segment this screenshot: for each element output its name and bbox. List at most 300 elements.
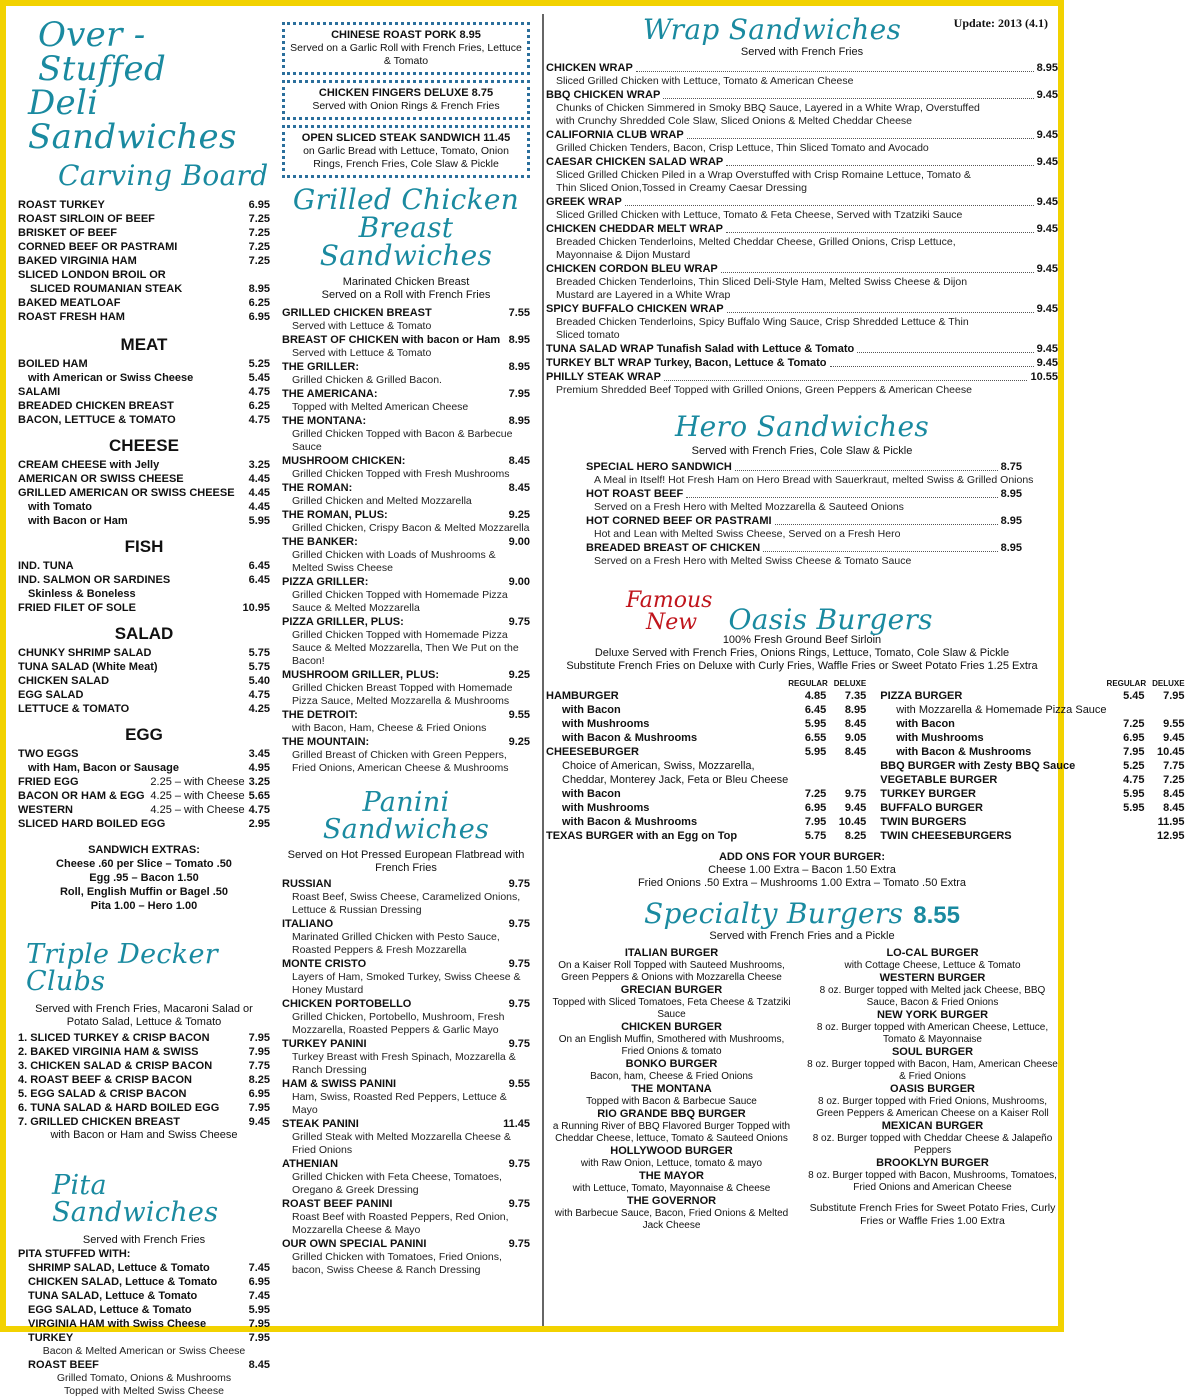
item-name: SLICED ROUMANIAN STEAK <box>30 283 183 295</box>
item-desc: Topped with Melted American Cheese <box>292 401 469 413</box>
item-price: 8.75 <box>1000 461 1022 473</box>
item-name: BBQ CHICKEN WRAP <box>546 89 661 101</box>
leader-dots <box>726 222 1034 233</box>
specialty-name: HOLLYWOOD BURGER <box>610 1145 733 1157</box>
salad-item <box>18 674 270 688</box>
item-desc: Breaded Chicken Tenderloins, Spicy Buffalo Wing Sauce, Crisp Shredded Lettuce & Thin Sliced tomato <box>556 316 969 341</box>
item-price: 9.75 <box>508 958 530 970</box>
item-name: CORNED BEEF OR PASTRAMI <box>18 241 178 253</box>
item-name: HOT ROAST BEEF <box>586 488 684 500</box>
item-desc: Ham, Swiss, Roasted Red Peppers, Lettuce & Mayo <box>292 1091 507 1116</box>
burger-name: Cheddar, Monterey Jack, Feta or Bleu Cheese <box>562 774 789 786</box>
specialty-desc: with Lettuce, Tomato, Mayonnaise & Cheese <box>572 1183 771 1194</box>
item-price: 7.75 <box>248 1060 270 1072</box>
item-price: 4.95 <box>248 762 270 774</box>
burger-deluxe: 11.95 <box>1157 816 1185 828</box>
grilled-item <box>282 508 530 522</box>
item-price: 9.75 <box>508 1198 530 1210</box>
item-price: 4.45 <box>248 501 270 513</box>
item-price: 9.75 <box>508 998 530 1010</box>
item-name: BOILED HAM <box>18 358 88 370</box>
column-divider <box>542 14 544 1326</box>
burger-deluxe: 7.35 <box>844 690 867 702</box>
special-box <box>282 22 530 75</box>
club-item <box>18 1059 270 1073</box>
item-desc: Hot and Lean with Melted Swiss Cheese, Served on a Fresh Hero <box>594 528 901 540</box>
burger-name: TWIN BURGERS <box>880 816 967 828</box>
panini-item <box>282 1157 530 1171</box>
item-name: MUSHROOM CHICKEN: <box>282 455 406 467</box>
item-name: THE MONTANA: <box>282 415 367 427</box>
salad-item <box>18 660 270 674</box>
meat-item <box>18 399 270 413</box>
grilled-item <box>282 615 530 629</box>
item-price: 8.95 <box>1000 515 1022 527</box>
special-boxes <box>282 22 530 178</box>
grilled-item <box>282 481 530 495</box>
salad-item <box>18 702 270 716</box>
burger-row <box>880 703 1184 717</box>
item-price: 5.75 <box>248 647 270 659</box>
section-title-grilled-1: Grilled Chicken <box>292 183 520 216</box>
item-price: 3.25 <box>248 459 270 471</box>
burger-deluxe: 9.75 <box>844 788 867 800</box>
burger-regular: 6.55 <box>804 732 827 744</box>
specialty-footer: Substitute French Fries for Sweet Potato Fries, Curly Fries or Waffle Fries 1.00 Extra <box>809 1202 1056 1227</box>
item-price: 8.95 <box>508 361 530 373</box>
burger-table-left <box>546 679 866 843</box>
egg-item <box>18 789 270 803</box>
item-price: 9.25 <box>508 669 530 681</box>
addon-line: Fried Onions .50 Extra – Mushrooms 1.00 Extra – Tomato .50 Extra <box>637 877 967 889</box>
burger-deluxe <box>1145 703 1185 717</box>
item-name: HOT CORNED BEEF OR PASTRAMI <box>586 515 772 527</box>
item-name: 5. EGG SALAD & CRISP BACON <box>18 1088 187 1100</box>
burger-name: with Mushrooms <box>896 732 984 744</box>
extras-line: SANDWICH EXTRAS: <box>88 844 200 856</box>
burger-regular: 5.45 <box>1123 690 1145 702</box>
item-name: VIRGINIA HAM with Swiss Cheese <box>28 1318 207 1330</box>
item-desc: Turkey Breast with Fresh Spinach, Mozzarella & Ranch Dressing <box>292 1051 516 1076</box>
item-price-alt: 2.25 – with Cheese <box>150 776 245 788</box>
burger-regular: 5.95 <box>804 746 827 758</box>
item-price: 8.95 <box>248 283 270 295</box>
item-name: SPECIAL HERO SANDWICH <box>586 461 732 473</box>
item-name: BACON, LETTUCE & TOMATO <box>18 414 176 426</box>
panini-desc: Served on Hot Pressed European Flatbread with French Fries <box>287 849 525 874</box>
column-left <box>18 12 270 1398</box>
cheese-item <box>18 472 270 486</box>
specialty-price: 8.55 <box>913 902 960 929</box>
section-title-fish: FISH <box>124 537 164 556</box>
pita-item <box>18 1261 270 1275</box>
burger-deluxe: 7.95 <box>1163 690 1185 702</box>
item-price: 9.45 <box>1036 263 1058 275</box>
pita-item <box>18 1331 270 1345</box>
item-name: 7. GRILLED CHICKEN BREAST <box>18 1116 180 1128</box>
leader-dots <box>663 88 1033 99</box>
wrap-item <box>546 370 1058 384</box>
section-title-salad: SALAD <box>114 624 174 643</box>
item-price: 5.40 <box>248 675 270 687</box>
specialty-name: SOUL BURGER <box>891 1046 974 1058</box>
item-desc: Served on a Fresh Hero with Melted Swiss Cheese & Tomato Sauce <box>594 555 912 567</box>
item-name: LETTUCE & TOMATO <box>18 703 130 715</box>
hero-item <box>546 541 1058 555</box>
item-desc: Grilled Chicken Topped with Bacon & Barbecue Sauce <box>292 428 513 453</box>
burger-name: Choice of American, Swiss, Mozzarella, <box>562 760 755 772</box>
deluxe-label: DELUXE <box>833 679 867 688</box>
burger-name: with Bacon <box>562 704 621 716</box>
wrap-item <box>546 155 1058 169</box>
item-desc: Chunks of Chicken Simmered in Smoky BBQ Sauce, Layered in a White Wrap, Overstuffed with Crunchy Shredded Cole Slaw, Sliced Onions & Melted Cheddar Cheese <box>556 102 980 127</box>
fish-item <box>18 559 270 573</box>
item-name: CHICKEN CORDON BLEU WRAP <box>546 263 718 275</box>
box-desc: Served on a Garlic Roll with French Fries, Lettuce & Tomato <box>290 42 522 67</box>
item-price: 9.45 <box>1036 223 1058 235</box>
burger-row <box>880 773 1184 787</box>
item-name: ROAST BEEF PANINI <box>282 1198 393 1210</box>
item-price: 4.75 <box>248 689 270 701</box>
leader-dots <box>735 460 998 471</box>
extras-line: Roll, English Muffin or Bagel .50 <box>59 886 229 898</box>
burger-name: HAMBURGER <box>546 690 619 702</box>
burger-deluxe: 9.05 <box>844 732 867 744</box>
item-desc: Roast Beef with Roasted Peppers, Red Onion, Mozzarella Cheese & Mayo <box>292 1211 509 1236</box>
section-title-burgers: Oasis Burgers <box>728 603 933 636</box>
item-price: 7.95 <box>248 1102 270 1114</box>
club-item <box>18 1115 270 1129</box>
item-desc: Sliced Grilled Chicken with Lettuce, Tomato & Feta Cheese, Served with Tzatziki Sauce <box>556 209 963 221</box>
item-name: OUR OWN SPECIAL PANINI <box>282 1238 427 1250</box>
pita-item <box>18 1289 270 1303</box>
box-title: CHICKEN FINGERS DELUXE 8.75 <box>318 87 494 99</box>
item-price: 8.95 <box>508 334 530 346</box>
item-name: HAM & SWISS PANINI <box>282 1078 397 1090</box>
item-price: 8.95 <box>1036 62 1058 74</box>
addon-line: ADD ONS FOR YOUR BURGER: <box>718 851 886 863</box>
item-name: ROAST BEEF <box>28 1359 99 1371</box>
clubs-desc: Served with French Fries, Macaroni Salad or Potato Salad, Lettuce & Tomato <box>35 1003 253 1028</box>
item-name: CHICKEN SALAD <box>18 675 110 687</box>
specialty-name: CHICKEN BURGER <box>621 1021 722 1033</box>
item-price: 6.25 <box>248 297 270 309</box>
leader-dots <box>687 128 1034 139</box>
item-name: CALIFORNIA CLUB WRAP <box>546 129 684 141</box>
leader-dots <box>763 541 997 552</box>
panini-item <box>282 1117 530 1131</box>
wrap-item <box>546 222 1058 236</box>
carving-item <box>18 282 270 296</box>
pita-note: Topped with Melted Swiss Cheese <box>64 1385 224 1397</box>
egg-item <box>18 817 270 831</box>
item-name: BREADED CHICKEN BREAST <box>18 400 174 412</box>
club-item <box>18 1073 270 1087</box>
column-right <box>546 12 1185 1232</box>
item-name: ROAST FRESH HAM <box>18 311 125 323</box>
item-price: 9.45 <box>1036 89 1058 101</box>
specialty-name: MEXICAN BURGER <box>881 1120 984 1132</box>
burger-deluxe: 8.25 <box>844 830 867 842</box>
item-price: 9.55 <box>508 1078 530 1090</box>
box-desc: Served with Onion Rings & French Fries <box>312 100 500 112</box>
section-title-grilled-2: Breast Sandwiches <box>319 211 493 272</box>
burger-row <box>880 689 1184 703</box>
item-name: THE BANKER: <box>282 536 358 548</box>
item-price: 4.25 <box>248 703 270 715</box>
item-name: Skinless & Boneless <box>28 588 136 600</box>
item-name: TUNA SALAD WRAP Tunafish Salad with Lettuce & Tomato <box>546 343 855 355</box>
grilled-desc-2: Served on a Roll with French Fries <box>321 289 491 301</box>
page-title-line1: Over - Stuffed <box>38 15 167 89</box>
item-price: 7.25 <box>248 241 270 253</box>
item-price: 8.45 <box>508 482 530 494</box>
burger-deluxe: 12.95 <box>1157 830 1185 842</box>
burger-deluxe: 9.55 <box>1163 718 1185 730</box>
leader-dots <box>721 262 1034 273</box>
item-desc: Grilled Chicken & Grilled Bacon. <box>292 374 442 386</box>
item-price: 7.25 <box>248 255 270 267</box>
item-price: 7.95 <box>248 1032 270 1044</box>
cheese-item <box>18 486 270 500</box>
special-box <box>282 125 530 178</box>
item-desc: Layers of Ham, Smoked Turkey, Swiss Cheese & Honey Mustard <box>292 971 521 996</box>
burger-deluxe: 10.45 <box>1157 746 1185 758</box>
item-price: 9.45 <box>1036 156 1058 168</box>
leader-dots <box>686 487 997 498</box>
specialty-desc: with Raw Onion, Lettuce, tomato & mayo <box>580 1158 763 1169</box>
grilled-item <box>282 535 530 549</box>
item-name: CREAM CHEESE with Jelly <box>18 459 160 471</box>
burger-regular <box>1107 815 1145 829</box>
wrap-item <box>546 356 1058 370</box>
item-name: 1. SLICED TURKEY & CRISP BACON <box>18 1032 210 1044</box>
extras-line: Pita 1.00 – Hero 1.00 <box>90 900 198 912</box>
panini-item <box>282 1237 530 1251</box>
burger-regular: 7.95 <box>804 816 827 828</box>
item-desc: Served on a Fresh Hero with Melted Mozzarella & Sauteed Onions <box>594 501 904 513</box>
item-price: 7.95 <box>248 1332 270 1344</box>
item-price-alt: 4.25 – with Cheese <box>150 790 245 802</box>
pita-note: Grilled Tomato, Onions & Mushrooms <box>56 1372 232 1384</box>
carving-item <box>18 296 270 310</box>
burger-addons <box>546 851 1058 890</box>
item-price: 9.00 <box>508 576 530 588</box>
item-price: 9.45 <box>1036 303 1058 315</box>
section-title-meat: MEAT <box>120 335 168 354</box>
panini-item <box>282 957 530 971</box>
item-price: 7.25 <box>248 227 270 239</box>
item-price: 9.00 <box>508 536 530 548</box>
egg-item <box>18 775 270 789</box>
item-name: AMERICAN OR SWISS CHEESE <box>18 473 184 485</box>
burger-deluxe: 8.45 <box>1163 802 1185 814</box>
item-price: 7.45 <box>248 1262 270 1274</box>
grilled-desc-1: Marinated Chicken Breast <box>342 276 470 288</box>
leader-dots <box>727 302 1034 313</box>
specialty-desc: 8 oz. Burger topped with Melted jack Cheese, BBQ Sauce, Bacon & Fried Onions <box>819 985 1046 1008</box>
item-name: with Bacon or Ham <box>28 515 128 527</box>
pita-item <box>18 1303 270 1317</box>
wrap-item <box>546 302 1058 316</box>
item-name: BAKED VIRGINIA HAM <box>18 255 137 267</box>
wrap-item <box>546 128 1058 142</box>
item-price: 9.75 <box>508 1238 530 1250</box>
regular-label: REGULAR <box>788 679 828 688</box>
item-price: 5.75 <box>248 661 270 673</box>
item-name: PIZZA GRILLER: <box>282 576 369 588</box>
item-price: 4.45 <box>248 487 270 499</box>
pita-item <box>18 1317 270 1331</box>
section-title-wrap: Wrap Sandwiches <box>642 13 902 46</box>
hero-item <box>546 514 1058 528</box>
item-price: 3.25 <box>248 776 270 788</box>
grilled-item <box>282 708 530 722</box>
item-name: TUNA SALAD, Lettuce & Tomato <box>28 1290 198 1302</box>
famous-new <box>626 590 712 634</box>
item-price: 8.45 <box>508 455 530 467</box>
item-name: CHICKEN SALAD, Lettuce & Tomato <box>28 1276 218 1288</box>
leader-dots <box>636 61 1034 72</box>
item-name: FRIED EGG <box>18 776 79 788</box>
specialty-name: ITALIAN BURGER <box>624 947 719 959</box>
extras-line: Egg .95 – Bacon 1.50 <box>89 872 199 884</box>
panini-item <box>282 1197 530 1211</box>
burger-row <box>546 815 866 829</box>
club-item <box>18 1031 270 1045</box>
specialty-name: LO-CAL BURGER <box>886 947 979 959</box>
item-desc: Grilled Breast of Chicken with Green Peppers, Fried Onions, American Cheese & Mushrooms <box>292 749 509 774</box>
item-price: 8.95 <box>1000 488 1022 500</box>
item-desc: Roast Beef, Swiss Cheese, Caramelized Onions, Lettuce & Russian Dressing <box>292 891 521 916</box>
pita-desc: Served with French Fries <box>82 1234 206 1246</box>
item-price: 9.55 <box>508 709 530 721</box>
burger-header <box>546 679 866 689</box>
specialty-name: THE MONTANA <box>631 1083 712 1095</box>
item-name: WESTERN <box>18 804 73 816</box>
item-name: BREADED BREAST OF CHICKEN <box>586 542 761 554</box>
item-name: IND. TUNA <box>18 560 74 572</box>
item-desc: Sliced Grilled Chicken with Lettuce, Tomato & American Cheese <box>556 75 854 87</box>
item-desc: Grilled Chicken Topped with Homemade Pizza Sauce & Melted Mozzarella <box>292 589 508 614</box>
burger-deluxe: 9.45 <box>844 802 867 814</box>
item-desc: Grilled Chicken, Crispy Bacon & Melted Mozzarella <box>292 522 530 534</box>
leader-dots <box>857 342 1033 353</box>
item-name: SLICED LONDON BROIL OR <box>18 269 166 281</box>
item-desc: Sliced Grilled Chicken Piled in a Wrap Overstuffed with Crisp Romaine Lettuce, Tomato & Thin Sliced Onion,Tossed in Creamy Caesar Dressing <box>556 169 971 194</box>
item-desc: Grilled Steak with Melted Mozzarella Cheese & Fried Onions <box>292 1131 511 1156</box>
wrap-item <box>546 88 1058 102</box>
item-price: 9.75 <box>508 918 530 930</box>
section-title-hero: Hero Sandwiches <box>674 410 930 443</box>
section-title-carving: Carving Board <box>58 159 269 192</box>
item-desc: with Bacon, Ham, Cheese & Fried Onions <box>292 722 487 734</box>
item-price: 9.75 <box>508 616 530 628</box>
item-price: 8.25 <box>248 1074 270 1086</box>
burger-regular: 7.25 <box>804 788 827 800</box>
burger-regular: 7.95 <box>1123 746 1145 758</box>
item-price: 6.95 <box>248 1276 270 1288</box>
item-name: SALAMI <box>18 386 61 398</box>
item-price-alt: 4.25 – with Cheese <box>150 804 245 816</box>
specialty-name: OASIS BURGER <box>890 1083 975 1095</box>
burger-name: with Bacon <box>896 718 955 730</box>
item-price: 7.95 <box>248 1318 270 1330</box>
specialty-desc: Topped with Bacon & Barbecue Sauce <box>586 1096 757 1107</box>
item-desc: Grilled Chicken Topped with Homemade Pizza Sauce & Melted Mozzarella, Then We Put on the Bacon! <box>292 629 519 667</box>
burger-regular: 5.95 <box>804 718 827 730</box>
burger-row <box>546 759 866 773</box>
item-name: PHILLY STEAK WRAP <box>546 371 661 383</box>
burger-desc-2: Deluxe Served with French Fries, Onions Rings, Lettuce, Tomato, Cole Slaw & Pickle <box>594 647 1010 659</box>
burger-row <box>880 745 1184 759</box>
cheese-item <box>18 500 270 514</box>
leader-dots <box>664 370 1028 381</box>
grilled-item <box>282 414 530 428</box>
item-price: 7.95 <box>248 1046 270 1058</box>
burger-regular: 6.95 <box>804 802 827 814</box>
burger-deluxe: 8.95 <box>844 704 867 716</box>
burger-regular <box>788 759 826 773</box>
burger-regular: 6.95 <box>1123 732 1145 744</box>
burger-row <box>880 801 1184 815</box>
cheese-item <box>18 458 270 472</box>
item-desc: Grilled Chicken with Tomatoes, Fried Onions, bacon, Swiss Cheese & Ranch Dressing <box>292 1251 502 1276</box>
item-name: 3. CHICKEN SALAD & CRISP BACON <box>18 1060 213 1072</box>
pita-item <box>18 1358 270 1372</box>
grilled-item <box>282 306 530 320</box>
meat-item <box>18 357 270 371</box>
burger-regular: 7.25 <box>1123 718 1145 730</box>
fish-item <box>18 587 270 601</box>
burger-regular <box>1107 703 1145 717</box>
section-title-egg: EGG <box>125 725 163 744</box>
burger-regular: 5.95 <box>1123 788 1145 800</box>
item-price: 6.45 <box>248 574 270 586</box>
item-name: TURKEY <box>28 1332 74 1344</box>
specialty-desc: 8 oz. Burger topped with American Cheese, Lettuce, Tomato & Mayonnaise <box>816 1022 1049 1045</box>
item-price: 9.45 <box>1036 129 1058 141</box>
item-name: RUSSIAN <box>282 878 332 890</box>
item-name: BAKED MEATLOAF <box>18 297 121 309</box>
burger-name: with Bacon & Mushrooms <box>562 816 698 828</box>
burger-row <box>546 801 866 815</box>
update-note: Update: 2013 (4.1) <box>953 16 1048 30</box>
specialty-name: NEW YORK BURGER <box>876 1009 989 1021</box>
item-name: THE ROMAN: <box>282 482 353 494</box>
item-name: MUSHROOM GRILLER, PLUS: <box>282 669 440 681</box>
regular-label: REGULAR <box>1106 679 1147 688</box>
panini-item <box>282 877 530 891</box>
carving-item <box>18 310 270 324</box>
item-name: with Tomato <box>28 501 92 513</box>
egg-item <box>18 747 270 761</box>
carving-item <box>18 268 270 282</box>
burger-deluxe <box>826 759 866 773</box>
burger-name: BBQ BURGER with Zesty BBQ Sauce <box>880 760 1076 772</box>
specialty-desc: Bacon, ham, Cheese & Fried Onions <box>590 1071 753 1082</box>
section-title-cheese: CHEESE <box>109 436 179 455</box>
burger-regular: 4.75 <box>1123 774 1145 786</box>
fish-item <box>18 573 270 587</box>
item-name: with American or Swiss Cheese <box>28 372 194 384</box>
item-name: THE GRILLER: <box>282 361 359 373</box>
burger-row <box>880 787 1184 801</box>
burger-name: with Mushrooms <box>562 718 650 730</box>
burger-row <box>546 787 866 801</box>
item-price: 7.55 <box>508 307 530 319</box>
item-desc: Marinated Grilled Chicken with Pesto Sauce, Roasted Peppers & Fresh Mozzarella <box>292 931 500 956</box>
